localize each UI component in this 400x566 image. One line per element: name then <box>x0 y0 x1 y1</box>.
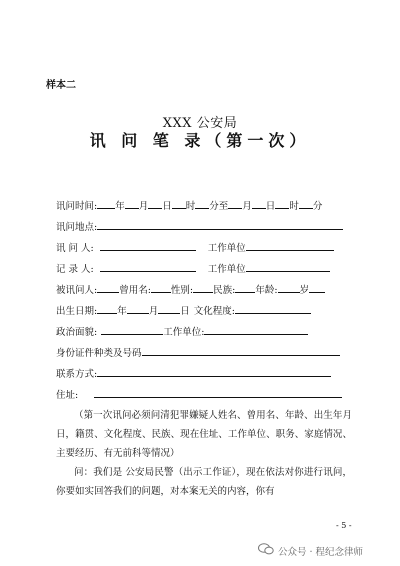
blank <box>97 304 117 314</box>
watermark-text: 公众号 · 程纪念律师 <box>278 546 364 558</box>
birth-date-row <box>56 304 311 318</box>
blank <box>228 199 242 209</box>
interrogation-time-row <box>56 199 322 213</box>
blank <box>142 346 340 356</box>
ethnicity-label: 民族: <box>213 285 236 296</box>
blank <box>278 283 300 293</box>
work-unit-label-2: 工作单位: <box>163 327 205 338</box>
blank <box>195 199 209 209</box>
agency-title: XXX 公安局 <box>162 116 238 131</box>
alias-label: 曾用名: <box>119 285 151 296</box>
question-paragraph: 问：我们是 公安局民警（出示工作证），现在依法对你进行讯问，你要如实回答我们的问题，对本案无关的内容，你有 <box>56 467 352 497</box>
age-unit: 岁 <box>299 285 310 296</box>
blank <box>97 199 115 209</box>
political-label: 政治面貌: <box>56 327 98 338</box>
work-unit-label: 工作单位 <box>207 243 246 254</box>
blank <box>100 262 196 272</box>
work-unit-label: 工作单位 <box>207 264 246 275</box>
id-label: 身份证件种类及号码 <box>56 348 142 359</box>
sample-label: 样本二 <box>46 80 76 91</box>
address-row <box>56 388 342 402</box>
interrogator-row <box>56 241 334 255</box>
blank <box>158 304 180 314</box>
blank <box>193 283 213 293</box>
blank <box>101 325 163 335</box>
blank <box>148 199 162 209</box>
political-row <box>56 325 308 339</box>
blank <box>94 388 342 398</box>
instruction-paragraph: （第一次讯问必须问清犯罪嫌疑人姓名、曾用名、年龄、出生年月日，籍贯、文化程度、民族、现在住址、工作单位、职务、家庭情况、主要经历、有无前科等情况） <box>56 410 352 459</box>
blank <box>97 220 343 230</box>
page-number: - 5 - <box>336 521 352 530</box>
blank <box>309 283 325 293</box>
interrogation-place-row <box>56 220 343 234</box>
day-label: 日 <box>180 306 190 317</box>
interrogator-label: 讯 问 人: <box>56 243 94 254</box>
contact-label: 联系方式: <box>56 369 98 380</box>
education-label: 文化程度: <box>193 306 235 317</box>
time-token: 日 <box>265 201 276 212</box>
blank <box>172 199 186 209</box>
time-token: 月 <box>138 201 149 212</box>
recorder-row <box>56 262 330 276</box>
address-label: 住址: <box>56 390 79 401</box>
blank <box>235 283 255 293</box>
age-label: 年龄: <box>255 285 278 296</box>
month-label: 月 <box>148 306 159 317</box>
blank <box>275 199 289 209</box>
recorder-label: 记 录 人: <box>56 264 94 275</box>
time-token: 时 <box>289 201 299 212</box>
id-row <box>56 346 340 360</box>
person-row <box>56 283 325 297</box>
place-label: 讯问地点: <box>56 222 98 233</box>
time-token: 年 <box>115 201 125 212</box>
blank <box>125 199 139 209</box>
time-token: 时 <box>185 201 196 212</box>
time-token: 日 <box>162 201 172 212</box>
document-title: 讯 问 笔 录（第一次） <box>89 131 311 150</box>
year-label: 年 <box>117 306 127 317</box>
time-token: 分至 <box>209 201 229 212</box>
blank <box>100 241 196 251</box>
blank <box>127 304 149 314</box>
blank <box>246 262 330 272</box>
blank <box>97 367 331 377</box>
blank <box>252 199 266 209</box>
time-token: 分 <box>312 201 323 212</box>
watermark <box>258 543 363 558</box>
wechat-icon <box>258 543 274 558</box>
time-label: 讯问时间: <box>56 201 98 212</box>
person-label: 被讯问人: <box>56 285 98 296</box>
gender-label: 性别: <box>170 285 194 296</box>
blank <box>204 325 308 335</box>
birth-label: 出生日期: <box>56 306 98 317</box>
blank <box>97 283 119 293</box>
blank <box>151 283 171 293</box>
contact-row <box>56 367 331 381</box>
blank <box>299 199 313 209</box>
blank <box>246 241 334 251</box>
blank <box>235 304 311 314</box>
time-token: 月 <box>242 201 252 212</box>
